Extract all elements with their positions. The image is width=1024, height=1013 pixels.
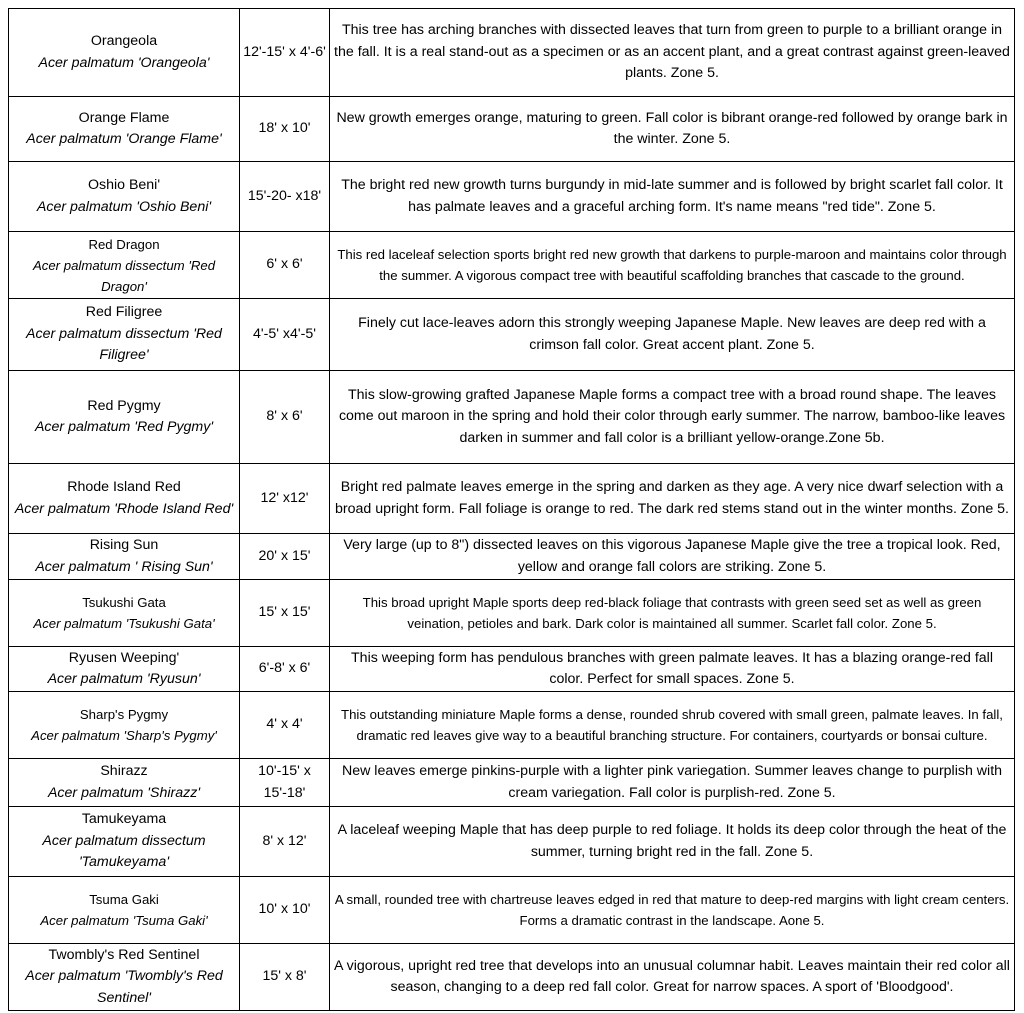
botanical-name: Acer palmatum 'Shirazz': [47, 784, 201, 801]
botanical-name: Acer palmatum 'Orangeola': [38, 54, 210, 71]
botanical-name: Acer palmatum 'Twombly's Red Sentinel': [25, 968, 223, 1006]
description: This broad upright Maple sports deep red-black foliage that contrasts with green seed set as well as green veination, petioles and bark. Dark color is maintained all summer. Scarlet fall color. Zone 5.: [362, 595, 982, 631]
mature-size: 4'-5' x4'-5': [253, 325, 316, 342]
size-cell: [240, 692, 330, 759]
mature-size: 18' x 10': [258, 120, 311, 137]
common-name: Tsukushi Gata: [82, 595, 166, 610]
description-cell: [330, 9, 1015, 97]
table-row: [9, 877, 1015, 944]
description-cell: [330, 232, 1015, 299]
variety-name-cell: [9, 877, 240, 944]
botanical-name: Acer palmatum 'Tsuma Gaki': [40, 913, 208, 928]
table-row: [9, 9, 1015, 97]
mature-size: 12' x12': [260, 489, 309, 506]
common-name: Shirazz: [100, 763, 148, 779]
description: New leaves emerge pinkins-purple with a lighter pink variegation. Summer leaves change to purplish with cream variegation. Fall color is purplish-red. Zone 5.: [341, 763, 1003, 801]
maple-variety-table: [8, 8, 1015, 1011]
common-name: Tsuma Gaki: [89, 892, 159, 907]
size-cell: [240, 759, 330, 807]
common-name: Ryusen Weeping': [68, 649, 180, 666]
common-name: Red Filigree: [85, 304, 163, 321]
table-row: [9, 759, 1015, 807]
table-row: [9, 534, 1015, 580]
variety-name-cell: [9, 692, 240, 759]
variety-name-cell: [9, 759, 240, 807]
mature-size: 12'-15' x 4'-6': [243, 43, 326, 60]
botanical-name: Acer palmatum 'Ryusun': [47, 671, 201, 687]
table-row: [9, 692, 1015, 759]
common-name: Red Dragon: [88, 236, 160, 252]
description-cell: [330, 97, 1015, 162]
description: Bright red palmate leaves emerge in the spring and darken as they age. A very nice dwarf selection with a broad upright form. Fall foliage is orange to red. The dark red stems stand out in the winter months. Zone 5.: [335, 479, 1009, 517]
description: This slow-growing grafted Japanese Maple forms a compact tree with a broad round shape. The leaves come out maroon in the spring and hold their color through early summer. The narrow, bamboo-like leaves darken in summer and fall color is a brilliant yellow-orange.Zone 5b.: [338, 386, 1006, 446]
common-name: Rhode Island Red: [67, 479, 181, 495]
mature-size: 8' x 6': [266, 408, 303, 425]
common-name: Red Pygmy: [87, 397, 161, 414]
common-name: Sharp's Pygmy: [79, 707, 169, 722]
variety-name-cell: [9, 97, 240, 162]
botanical-name: Acer palmatum 'Tsukushi Gata': [33, 616, 215, 631]
common-name: Twombly's Red Sentinel: [48, 946, 200, 963]
description-cell: [330, 464, 1015, 534]
botanical-name: Acer palmatum 'Rhode Island Red': [14, 500, 234, 517]
size-cell: [240, 9, 330, 97]
variety-name-cell: [9, 162, 240, 232]
description-cell: [330, 759, 1015, 807]
variety-name-cell: [9, 944, 240, 1011]
description: The bright red new growth turns burgundy in mid-late summer and is followed by bright scarlet fall color. It has palmate leaves and a graceful arching form. It's name means "red tide". Zone 5.: [341, 177, 1003, 215]
size-cell: [240, 371, 330, 464]
table-row: [9, 232, 1015, 299]
description: New growth emerges orange, maturing to green. Fall color is bibrant orange-red followed by orange bark in the winter. Zone 5.: [336, 109, 1008, 147]
variety-name-cell: [9, 647, 240, 692]
description-cell: [330, 580, 1015, 647]
botanical-name: Acer palmatum dissectum 'Red Filigree': [26, 325, 222, 364]
size-cell: [240, 97, 330, 162]
botanical-name: Acer palmatum 'Oshio Beni': [36, 198, 212, 215]
description: This red laceleaf selection sports bright red new growth that darkens to purple-maroon and maintains color through the summer. A vigorous compact tree with beautiful scaffolding branches that cascade to the ground.: [337, 247, 1007, 283]
table-row: [9, 807, 1015, 877]
size-cell: [240, 647, 330, 692]
mature-size: 6' x 6': [266, 256, 303, 273]
botanical-name: Acer palmatum 'Red Pygmy': [34, 419, 214, 435]
table-row: [9, 580, 1015, 647]
botanical-name: Acer palmatum ' Rising Sun': [35, 558, 213, 575]
botanical-name: Acer palmatum dissectum 'Tamukeyama': [42, 832, 206, 871]
description: This outstanding miniature Maple forms a dense, rounded shrub covered with small green, palmate leaves. In fall, dramatic red leaves give way to a beautiful branching structure. For containers, courtyards or bonsai culture.: [341, 707, 1003, 743]
common-name: Rising Sun: [89, 537, 159, 553]
variety-name-cell: [9, 9, 240, 97]
description-cell: [330, 692, 1015, 759]
size-cell: [240, 232, 330, 299]
description-cell: [330, 299, 1015, 371]
mature-size: 15'-20- x18': [247, 187, 322, 204]
table-row: [9, 371, 1015, 464]
table-row: [9, 162, 1015, 232]
description-cell: [330, 877, 1015, 944]
size-cell: [240, 877, 330, 944]
size-cell: [240, 944, 330, 1011]
variety-name-cell: [9, 232, 240, 299]
description: Finely cut lace-leaves adorn this strongly weeping Japanese Maple. New leaves are deep red with a crimson fall color. Great accent plant. Zone 5.: [358, 315, 986, 353]
description: This tree has arching branches with dissected leaves that turn from green to purple to a brilliant orange in the fall. It is a real stand-out as a specimen or as an accent plant, and a great contrast against green-leaved plants. Zone 5.: [334, 22, 1010, 82]
botanical-name: Acer palmatum 'Sharp's Pygmy': [31, 728, 217, 743]
mature-size: 8' x 12': [262, 832, 307, 849]
mature-size: 6'-8' x 6': [258, 660, 311, 677]
mature-size: 20' x 15': [258, 547, 311, 564]
common-name: Orangeola: [90, 33, 158, 49]
description-cell: [330, 944, 1015, 1011]
size-cell: [240, 299, 330, 371]
description: A small, rounded tree with chartreuse leaves edged in red that mature to deep-red margins with light cream centers. Forms a dramatic contrast in the landscape. Aone 5.: [334, 892, 1010, 928]
common-name: Oshio Beni': [87, 177, 161, 193]
size-cell: [240, 534, 330, 580]
description: A laceleaf weeping Maple that has deep purple to red foliage. It holds its deep color through the heat of the summer, turning bright red in the fall. Zone 5.: [337, 822, 1007, 860]
description-cell: [330, 807, 1015, 877]
botanical-name: Acer palmatum 'Orange Flame': [26, 131, 222, 147]
common-name: Orange Flame: [78, 109, 170, 126]
size-cell: [240, 162, 330, 232]
botanical-name: Acer palmatum dissectum 'Red Dragon': [32, 257, 216, 294]
description: Very large (up to 8") dissected leaves on this vigorous Japanese Maple give the tree a tropical look. Red, yellow and orange fall colors are striking. Zone 5.: [343, 537, 1001, 575]
size-cell: [240, 807, 330, 877]
variety-name-cell: [9, 464, 240, 534]
table-row: [9, 97, 1015, 162]
mature-size: 10' x 10': [258, 901, 311, 918]
description: This weeping form has pendulous branches with green palmate leaves. It has a blazing orange-red fall color. Perfect for small spaces. Zone 5.: [351, 649, 993, 687]
description-cell: [330, 534, 1015, 580]
mature-size: 15' x 15': [258, 604, 311, 621]
description-cell: [330, 162, 1015, 232]
variety-name-cell: [9, 371, 240, 464]
size-cell: [240, 464, 330, 534]
variety-name-cell: [9, 580, 240, 647]
common-name: Tamukeyama: [81, 811, 167, 828]
size-cell: [240, 580, 330, 647]
table-row: [9, 299, 1015, 371]
table-row: [9, 647, 1015, 692]
mature-size: 4' x 4': [266, 716, 303, 733]
variety-name-cell: [9, 807, 240, 877]
table-body: [9, 9, 1015, 1011]
variety-name-cell: [9, 534, 240, 580]
mature-size: 10'-15' x 15'-18': [258, 763, 311, 801]
table-row: [9, 464, 1015, 534]
variety-name-cell: [9, 299, 240, 371]
mature-size: 15' x 8': [262, 968, 307, 985]
description-cell: [330, 371, 1015, 464]
description-cell: [330, 647, 1015, 692]
table-row: [9, 944, 1015, 1011]
description: A vigorous, upright red tree that develops into an unusual columnar habit. Leaves maintain their red color all season, changing to a deep red fall color. Great for narrow spaces. A sport of 'Bloodgood'.: [334, 957, 1010, 995]
